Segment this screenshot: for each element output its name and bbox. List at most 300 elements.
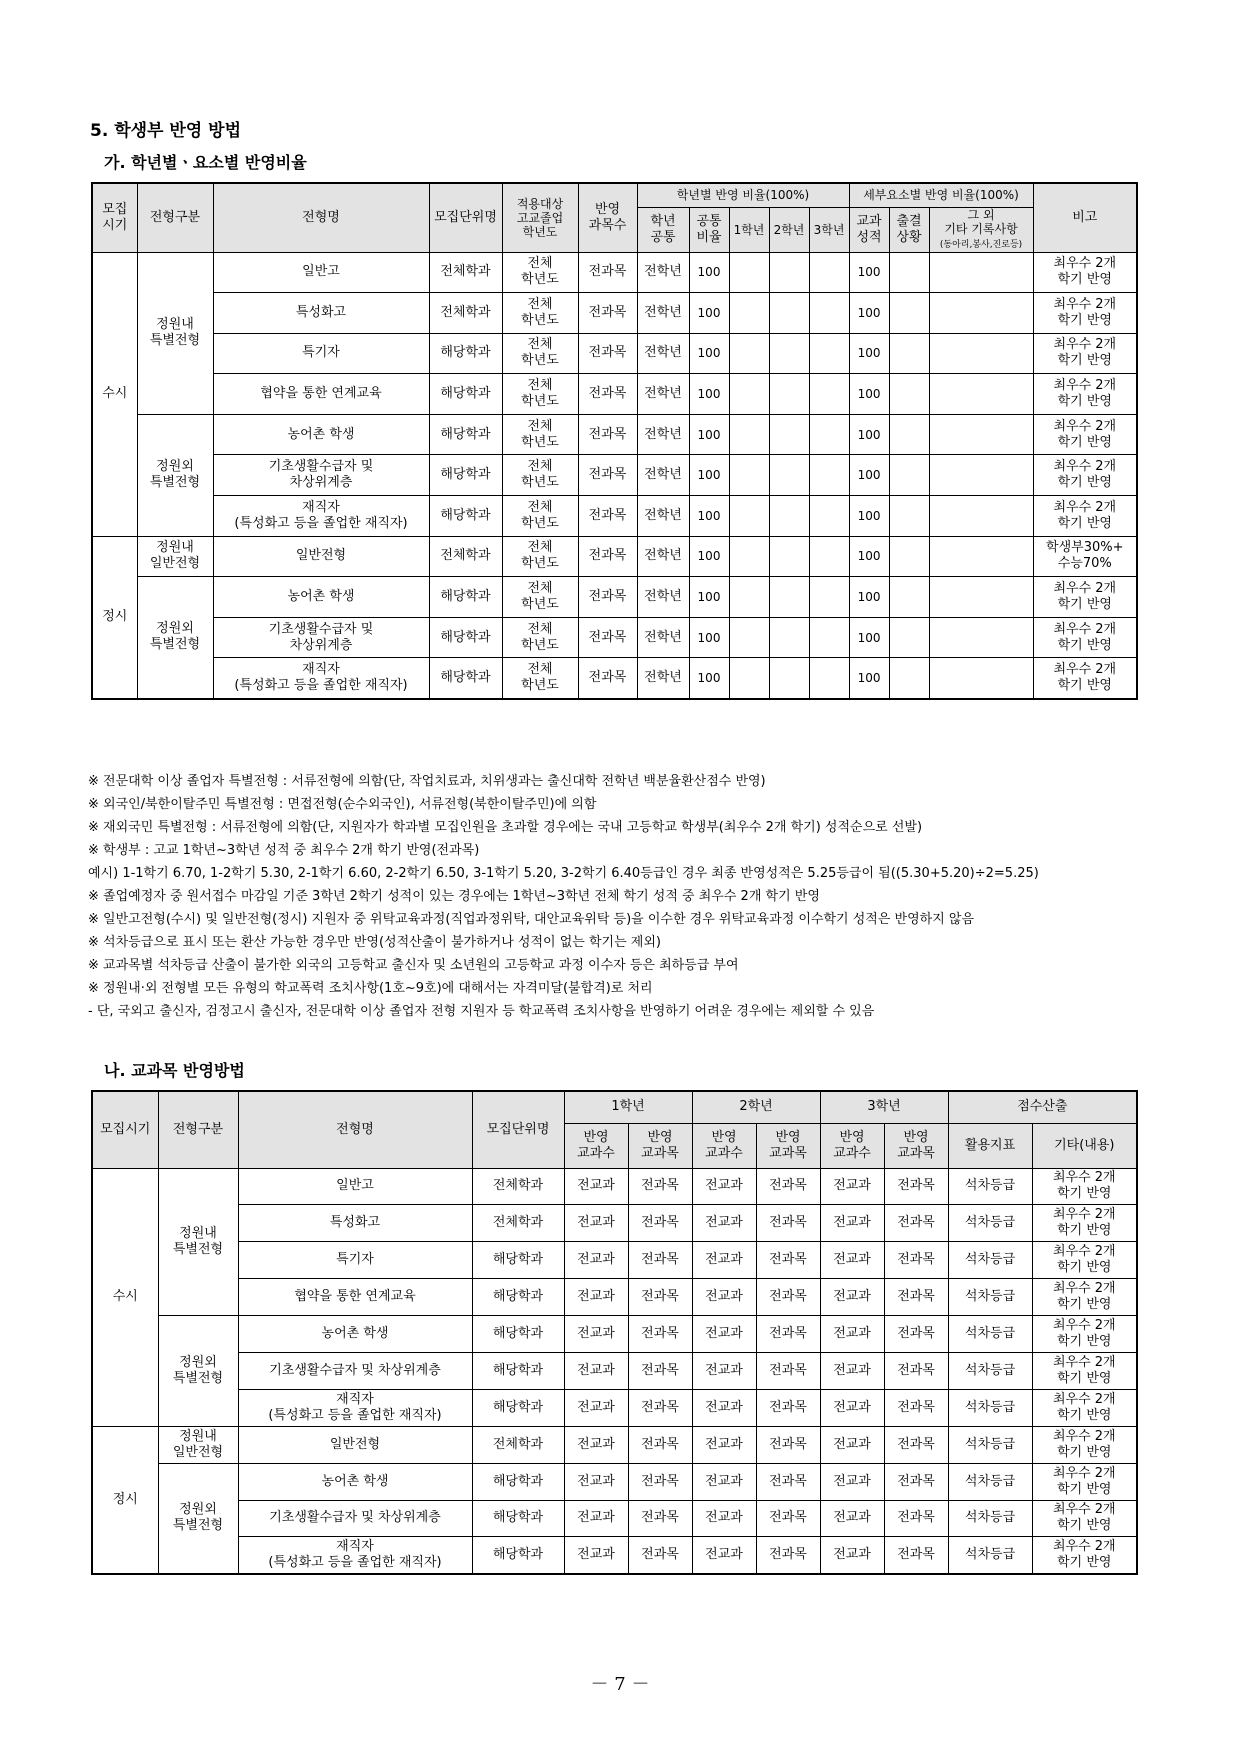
common-ratio-cell: 100 — [689, 496, 729, 537]
section-title: 5. 학생부 반영 방법 — [90, 121, 241, 141]
grad-cell: 전체 학년도 — [502, 333, 578, 374]
year1-cell — [729, 658, 769, 699]
grades-pct-cell: 100 — [849, 496, 889, 537]
unit-cell: 해당학과 — [472, 1537, 564, 1574]
name-cell: 재직자 (특성화고 등을 졸업한 재직자) — [213, 496, 429, 537]
table-row — [92, 293, 1137, 334]
year2-count-cell: 전교과 — [692, 1537, 756, 1574]
unit-cell: 해당학과 — [429, 658, 502, 699]
unit-cell: 해당학과 — [429, 374, 502, 415]
year-common-cell: 전학년 — [637, 252, 689, 293]
unit-cell: 해당학과 — [472, 1500, 564, 1537]
index-cell: 석차등급 — [948, 1537, 1032, 1574]
other-cell: 최우수 2개 학기 반영 — [1032, 1205, 1137, 1242]
year2-cell — [769, 658, 809, 699]
year2-count-cell: 전교과 — [692, 1168, 756, 1205]
note-line: ※ 전문대학 이상 졸업자 특별전형 : 서류전형에 의함(단, 작업치료과, 치위생과는 출신대학 전학년 백분율환산점수 반영) — [88, 774, 766, 789]
b-header-year1: 1학년 — [564, 1091, 692, 1123]
index-cell: 석차등급 — [948, 1389, 1032, 1426]
unit-cell: 해당학과 — [429, 617, 502, 658]
grades-pct-cell: 100 — [849, 536, 889, 577]
note-line: ※ 정원내·외 전형별 모든 유형의 학교폭력 조치사항(1호~9호)에 대해서는 자격미달(불합격)로 처리 — [88, 981, 653, 996]
type-cell: 정원내 특별전형 — [137, 252, 213, 414]
unit-cell: 해당학과 — [472, 1316, 564, 1353]
common-ratio-cell: 100 — [689, 658, 729, 699]
table-row — [92, 1168, 1137, 1205]
year3-count-cell: 전교과 — [820, 1500, 884, 1537]
col-header-year-common: 학년 공통 — [637, 207, 689, 252]
b-header-y1-count: 반영 교과수 — [564, 1123, 628, 1168]
table-row — [92, 252, 1137, 293]
note-cell: 최우수 2개 학기 반영 — [1033, 333, 1137, 374]
year-common-cell: 전학년 — [637, 658, 689, 699]
note-cell: 최우수 2개 학기 반영 — [1033, 252, 1137, 293]
other-cell: 최우수 2개 학기 반영 — [1032, 1279, 1137, 1316]
year2-count-cell: 전교과 — [692, 1463, 756, 1500]
year2-subject-cell: 전과목 — [756, 1168, 820, 1205]
type-cell: 정원외 특별전형 — [158, 1316, 238, 1427]
year1-cell — [729, 414, 769, 455]
other-records-cell — [929, 252, 1033, 293]
year1-cell — [729, 496, 769, 537]
year3-subject-cell: 전과목 — [884, 1168, 948, 1205]
year1-subject-cell: 전과목 — [628, 1352, 692, 1389]
other-records-cell — [929, 577, 1033, 618]
year2-cell — [769, 252, 809, 293]
table-row — [92, 617, 1137, 658]
grades-pct-cell: 100 — [849, 293, 889, 334]
attendance-cell — [889, 414, 929, 455]
ratio-table-body — [92, 183, 1137, 699]
common-ratio-cell: 100 — [689, 536, 729, 577]
year3-count-cell: 전교과 — [820, 1205, 884, 1242]
year3-subject-cell: 전과목 — [884, 1500, 948, 1537]
name-cell: 특기자 — [213, 333, 429, 374]
name-cell: 협약을 통한 연계교육 — [238, 1279, 472, 1316]
year1-count-cell: 전교과 — [564, 1537, 628, 1574]
year3-subject-cell: 전과목 — [884, 1352, 948, 1389]
table-row — [92, 1352, 1137, 1389]
other-cell: 최우수 2개 학기 반영 — [1032, 1463, 1137, 1500]
col-header-year2: 2학년 — [769, 207, 809, 252]
unit-cell: 전체학과 — [472, 1205, 564, 1242]
subjects-cell: 전과목 — [578, 536, 637, 577]
name-cell: 특성화고 — [213, 293, 429, 334]
year2-subject-cell: 전과목 — [756, 1389, 820, 1426]
col-header-other-records — [929, 207, 1033, 252]
note-cell: 최우수 2개 학기 반영 — [1033, 496, 1137, 537]
other-cell: 최우수 2개 학기 반영 — [1032, 1389, 1137, 1426]
name-cell: 농어촌 학생 — [213, 577, 429, 618]
note-line: ※ 교과목별 석차등급 산출이 불가한 외국의 고등학교 출신자 및 소년원의 고등학교 과정 이수자 등은 최하등급 부여 — [88, 958, 739, 973]
year3-cell — [809, 293, 849, 334]
name-cell: 농어촌 학생 — [213, 414, 429, 455]
common-ratio-cell: 100 — [689, 617, 729, 658]
other-records-cell — [929, 293, 1033, 334]
grad-cell: 전체 학년도 — [502, 252, 578, 293]
col-header-note: 비고 — [1033, 183, 1137, 252]
table-row — [92, 577, 1137, 618]
name-cell: 일반전형 — [213, 536, 429, 577]
table-row — [92, 1279, 1137, 1316]
table-row — [92, 1316, 1137, 1353]
col-header-year-group: 학년별 반영 비율(100%) — [637, 183, 849, 207]
unit-cell: 전체학과 — [429, 293, 502, 334]
name-cell: 재직자 (특성화고 등을 졸업한 재직자) — [238, 1389, 472, 1426]
year2-subject-cell: 전과목 — [756, 1279, 820, 1316]
year2-count-cell: 전교과 — [692, 1205, 756, 1242]
b-header-year3: 3학년 — [820, 1091, 948, 1123]
name-cell: 협약을 통한 연계교육 — [213, 374, 429, 415]
year2-count-cell: 전교과 — [692, 1389, 756, 1426]
year-common-cell: 전학년 — [637, 414, 689, 455]
name-cell: 특기자 — [238, 1242, 472, 1279]
index-cell: 석차등급 — [948, 1242, 1032, 1279]
year1-subject-cell: 전과목 — [628, 1537, 692, 1574]
note-line: ※ 일반고전형(수시) 및 일반전형(정시) 지원자 중 위탁교육과정(직업과정위탁, 대안교육위탁 등)을 이수한 경우 위탁교육과정 이수학기 성적은 반영하지 않음 — [88, 912, 975, 927]
note-line: 예시) 1-1학기 6.70, 1-2학기 5.30, 2-1학기 6.60, 2-2학기 6.50, 3-1학기 5.20, 3-2학기 6.40등급인 경우 최종 반영성적은 5.25등급이 됨((5.30+5.20)÷2=5.25) — [88, 866, 1039, 881]
year2-cell — [769, 414, 809, 455]
year1-count-cell: 전교과 — [564, 1279, 628, 1316]
year2-cell — [769, 374, 809, 415]
b-header-unit: 모집단위명 — [472, 1091, 564, 1168]
attendance-cell — [889, 496, 929, 537]
note-line: ※ 졸업예정자 중 원서접수 마감일 기준 3학년 2학기 성적이 있는 경우에는 1학년~3학년 전체 학기 성적 중 최우수 2개 학기 반영 — [88, 889, 820, 904]
year1-count-cell: 전교과 — [564, 1352, 628, 1389]
year1-subject-cell: 전과목 — [628, 1426, 692, 1463]
col-header-grad: 적용대상 고교졸업 학년도 — [502, 183, 578, 252]
unit-cell: 해당학과 — [429, 496, 502, 537]
year2-subject-cell: 전과목 — [756, 1352, 820, 1389]
grad-cell: 전체 학년도 — [502, 658, 578, 699]
subsection-title-a: 가. 학년별ㆍ요소별 반영비율 — [104, 153, 307, 172]
attendance-cell — [889, 455, 929, 496]
year1-cell — [729, 577, 769, 618]
table-row — [92, 536, 1137, 577]
grad-cell: 전체 학년도 — [502, 414, 578, 455]
year3-subject-cell: 전과목 — [884, 1537, 948, 1574]
name-cell: 일반전형 — [238, 1426, 472, 1463]
year3-count-cell: 전교과 — [820, 1168, 884, 1205]
other-cell: 최우수 2개 학기 반영 — [1032, 1242, 1137, 1279]
name-cell: 재직자 (특성화고 등을 졸업한 재직자) — [238, 1537, 472, 1574]
other-records-cell — [929, 658, 1033, 699]
subjects-cell: 전과목 — [578, 252, 637, 293]
year3-cell — [809, 252, 849, 293]
year3-cell — [809, 414, 849, 455]
name-cell: 일반고 — [238, 1168, 472, 1205]
note-cell: 최우수 2개 학기 반영 — [1033, 658, 1137, 699]
table-row — [92, 1463, 1137, 1500]
name-cell: 재직자 (특성화고 등을 졸업한 재직자) — [213, 658, 429, 699]
year1-count-cell: 전교과 — [564, 1500, 628, 1537]
b-header-type: 전형구분 — [158, 1091, 238, 1168]
year1-cell — [729, 293, 769, 334]
type-cell: 정원외 특별전형 — [137, 414, 213, 536]
year2-subject-cell: 전과목 — [756, 1537, 820, 1574]
common-ratio-cell: 100 — [689, 374, 729, 415]
year-common-cell: 전학년 — [637, 577, 689, 618]
attendance-cell — [889, 658, 929, 699]
year3-count-cell: 전교과 — [820, 1279, 884, 1316]
year1-count-cell: 전교과 — [564, 1168, 628, 1205]
col-header-element-group: 세부요소별 반영 비율(100%) — [849, 183, 1033, 207]
common-ratio-cell: 100 — [689, 455, 729, 496]
year3-count-cell: 전교과 — [820, 1242, 884, 1279]
year1-cell — [729, 536, 769, 577]
common-ratio-cell: 100 — [689, 293, 729, 334]
type-cell: 정원외 특별전형 — [137, 577, 213, 699]
subjects-cell: 전과목 — [578, 293, 637, 334]
index-cell: 석차등급 — [948, 1205, 1032, 1242]
grad-cell: 전체 학년도 — [502, 536, 578, 577]
year3-cell — [809, 374, 849, 415]
subject-table-body — [92, 1091, 1137, 1574]
subsection-title-b: 나. 교과목 반영방법 — [104, 1061, 245, 1080]
grades-pct-cell: 100 — [849, 252, 889, 293]
other-cell: 최우수 2개 학기 반영 — [1032, 1426, 1137, 1463]
unit-cell: 해당학과 — [429, 577, 502, 618]
year1-count-cell: 전교과 — [564, 1463, 628, 1500]
year1-subject-cell: 전과목 — [628, 1168, 692, 1205]
year1-subject-cell: 전과목 — [628, 1463, 692, 1500]
subjects-cell: 전과목 — [578, 455, 637, 496]
subjects-cell: 전과목 — [578, 577, 637, 618]
year3-count-cell: 전교과 — [820, 1352, 884, 1389]
subjects-cell: 전과목 — [578, 617, 637, 658]
grades-pct-cell: 100 — [849, 658, 889, 699]
year3-subject-cell: 전과목 — [884, 1279, 948, 1316]
name-cell: 기초생활수급자 및 차상위계층 — [213, 455, 429, 496]
note-line: ※ 석차등급으로 표시 또는 환산 가능한 경우만 반영(성적산출이 불가하거나 성적이 없는 학기는 제외) — [88, 935, 661, 950]
unit-cell: 해당학과 — [472, 1279, 564, 1316]
year2-cell — [769, 577, 809, 618]
year2-cell — [769, 617, 809, 658]
note-cell: 최우수 2개 학기 반영 — [1033, 374, 1137, 415]
other-records-cell — [929, 496, 1033, 537]
table-row — [92, 414, 1137, 455]
year2-subject-cell: 전과목 — [756, 1463, 820, 1500]
note-line: ※ 외국인/북한이탈주민 특별전형 : 면접전형(순수외국인), 서류전형(북한이탈주민)에 의함 — [88, 797, 597, 812]
year3-subject-cell: 전과목 — [884, 1242, 948, 1279]
year2-cell — [769, 496, 809, 537]
table-row — [92, 374, 1137, 415]
attendance-cell — [889, 374, 929, 415]
ratio-table — [91, 182, 1138, 700]
year1-count-cell: 전교과 — [564, 1426, 628, 1463]
year3-cell — [809, 455, 849, 496]
b-header-y3-subject: 반영 교과목 — [884, 1123, 948, 1168]
year1-cell — [729, 374, 769, 415]
period-cell: 정시 — [92, 1426, 158, 1574]
year-common-cell: 전학년 — [637, 496, 689, 537]
note-cell: 최우수 2개 학기 반영 — [1033, 617, 1137, 658]
grades-pct-cell: 100 — [849, 414, 889, 455]
name-cell: 특성화고 — [238, 1205, 472, 1242]
table-row — [92, 1537, 1137, 1574]
subject-table — [91, 1090, 1138, 1575]
table-row — [92, 1205, 1137, 1242]
index-cell: 석차등급 — [948, 1316, 1032, 1353]
other-records-cell — [929, 617, 1033, 658]
other-cell: 최우수 2개 학기 반영 — [1032, 1537, 1137, 1574]
year3-count-cell: 전교과 — [820, 1316, 884, 1353]
other-cell: 최우수 2개 학기 반영 — [1032, 1352, 1137, 1389]
index-cell: 석차등급 — [948, 1352, 1032, 1389]
year3-count-cell: 전교과 — [820, 1426, 884, 1463]
grad-cell: 전체 학년도 — [502, 455, 578, 496]
page-number: － 7 － — [590, 1674, 650, 1695]
year-common-cell: 전학년 — [637, 374, 689, 415]
subjects-cell: 전과목 — [578, 414, 637, 455]
year2-subject-cell: 전과목 — [756, 1205, 820, 1242]
col-header-grades: 교과 성적 — [849, 207, 889, 252]
common-ratio-cell: 100 — [689, 252, 729, 293]
common-ratio-cell: 100 — [689, 414, 729, 455]
b-header-y2-count: 반영 교과수 — [692, 1123, 756, 1168]
year1-cell — [729, 333, 769, 374]
unit-cell: 해당학과 — [472, 1242, 564, 1279]
year3-subject-cell: 전과목 — [884, 1316, 948, 1353]
col-header-name: 전형명 — [213, 183, 429, 252]
index-cell: 석차등급 — [948, 1463, 1032, 1500]
year3-count-cell: 전교과 — [820, 1463, 884, 1500]
col-header-attendance: 출결 상황 — [889, 207, 929, 252]
attendance-cell — [889, 293, 929, 334]
year2-subject-cell: 전과목 — [756, 1242, 820, 1279]
grades-pct-cell: 100 — [849, 617, 889, 658]
b-header-index: 활용지표 — [948, 1123, 1032, 1168]
other-records-cell — [929, 414, 1033, 455]
table-row — [92, 1389, 1137, 1426]
grades-pct-cell: 100 — [849, 374, 889, 415]
common-ratio-cell: 100 — [689, 577, 729, 618]
unit-cell: 전체학과 — [429, 252, 502, 293]
year2-subject-cell: 전과목 — [756, 1426, 820, 1463]
note-line: ※ 학생부 : 고교 1학년~3학년 성적 중 최우수 2개 학기 반영(전과목) — [88, 843, 480, 858]
grades-pct-cell: 100 — [849, 455, 889, 496]
year1-subject-cell: 전과목 — [628, 1242, 692, 1279]
b-header-period: 모집시기 — [92, 1091, 158, 1168]
year3-subject-cell: 전과목 — [884, 1463, 948, 1500]
year2-count-cell: 전교과 — [692, 1426, 756, 1463]
unit-cell: 해당학과 — [472, 1389, 564, 1426]
index-cell: 석차등급 — [948, 1168, 1032, 1205]
b-header-other: 기타(내용) — [1032, 1123, 1137, 1168]
year1-count-cell: 전교과 — [564, 1242, 628, 1279]
col-header-year1: 1학년 — [729, 207, 769, 252]
year2-cell — [769, 536, 809, 577]
unit-cell: 해당학과 — [472, 1352, 564, 1389]
type-cell: 정원내 일반전형 — [158, 1426, 238, 1463]
table-row — [92, 496, 1137, 537]
year1-subject-cell: 전과목 — [628, 1279, 692, 1316]
unit-cell: 해당학과 — [429, 455, 502, 496]
name-cell: 기초생활수급자 및 차상위계층 — [213, 617, 429, 658]
grad-cell: 전체 학년도 — [502, 496, 578, 537]
other-cell: 최우수 2개 학기 반영 — [1032, 1316, 1137, 1353]
year-common-cell: 전학년 — [637, 617, 689, 658]
b-header-y1-subject: 반영 교과목 — [628, 1123, 692, 1168]
year1-subject-cell: 전과목 — [628, 1500, 692, 1537]
type-cell: 정원내 일반전형 — [137, 536, 213, 577]
year1-count-cell: 전교과 — [564, 1316, 628, 1353]
unit-cell: 해당학과 — [429, 414, 502, 455]
grades-pct-cell: 100 — [849, 333, 889, 374]
year2-subject-cell: 전과목 — [756, 1316, 820, 1353]
note-cell: 최우수 2개 학기 반영 — [1033, 293, 1137, 334]
year3-count-cell: 전교과 — [820, 1389, 884, 1426]
index-cell: 석차등급 — [948, 1426, 1032, 1463]
type-cell: 정원내 특별전형 — [158, 1168, 238, 1316]
year3-count-cell: 전교과 — [820, 1537, 884, 1574]
b-header-y3-count: 반영 교과수 — [820, 1123, 884, 1168]
table-row — [92, 333, 1137, 374]
other-cell: 최우수 2개 학기 반영 — [1032, 1500, 1137, 1537]
year1-subject-cell: 전과목 — [628, 1389, 692, 1426]
year2-count-cell: 전교과 — [692, 1500, 756, 1537]
year1-count-cell: 전교과 — [564, 1389, 628, 1426]
period-cell: 수시 — [92, 1168, 158, 1426]
year3-subject-cell: 전과목 — [884, 1205, 948, 1242]
year2-count-cell: 전교과 — [692, 1279, 756, 1316]
year-common-cell: 전학년 — [637, 293, 689, 334]
year1-count-cell: 전교과 — [564, 1205, 628, 1242]
year-common-cell: 전학년 — [637, 333, 689, 374]
note-cell: 최우수 2개 학기 반영 — [1033, 414, 1137, 455]
year2-count-cell: 전교과 — [692, 1242, 756, 1279]
common-ratio-cell: 100 — [689, 333, 729, 374]
year-common-cell: 전학년 — [637, 455, 689, 496]
year3-cell — [809, 333, 849, 374]
year1-cell — [729, 617, 769, 658]
attendance-cell — [889, 252, 929, 293]
b-header-name: 전형명 — [238, 1091, 472, 1168]
col-header-unit: 모집단위명 — [429, 183, 502, 252]
year3-subject-cell: 전과목 — [884, 1426, 948, 1463]
name-cell: 기초생활수급자 및 차상위계층 — [238, 1352, 472, 1389]
name-cell: 농어촌 학생 — [238, 1463, 472, 1500]
other-records-cell — [929, 455, 1033, 496]
unit-cell: 전체학과 — [472, 1168, 564, 1205]
period-cell: 정시 — [92, 536, 137, 698]
year1-subject-cell: 전과목 — [628, 1205, 692, 1242]
subjects-cell: 전과목 — [578, 333, 637, 374]
index-cell: 석차등급 — [948, 1500, 1032, 1537]
year1-cell — [729, 252, 769, 293]
other-records-small: (동아리,봉사,진로등) — [939, 239, 1023, 250]
col-header-type: 전형구분 — [137, 183, 213, 252]
subjects-cell: 전과목 — [578, 658, 637, 699]
unit-cell: 해당학과 — [429, 333, 502, 374]
grades-pct-cell: 100 — [849, 577, 889, 618]
unit-cell: 전체학과 — [472, 1426, 564, 1463]
note-cell: 최우수 2개 학기 반영 — [1033, 577, 1137, 618]
year3-cell — [809, 617, 849, 658]
other-records-cell — [929, 374, 1033, 415]
attendance-cell — [889, 333, 929, 374]
table-row — [92, 455, 1137, 496]
name-cell: 농어촌 학생 — [238, 1316, 472, 1353]
table-row — [92, 1242, 1137, 1279]
col-header-common-ratio: 공통 비율 — [689, 207, 729, 252]
col-header-period: 모집 시기 — [92, 183, 137, 252]
grad-cell: 전체 학년도 — [502, 374, 578, 415]
year2-count-cell: 전교과 — [692, 1316, 756, 1353]
b-header-score: 점수산출 — [948, 1091, 1137, 1123]
name-cell: 기초생활수급자 및 차상위계층 — [238, 1500, 472, 1537]
attendance-cell — [889, 536, 929, 577]
